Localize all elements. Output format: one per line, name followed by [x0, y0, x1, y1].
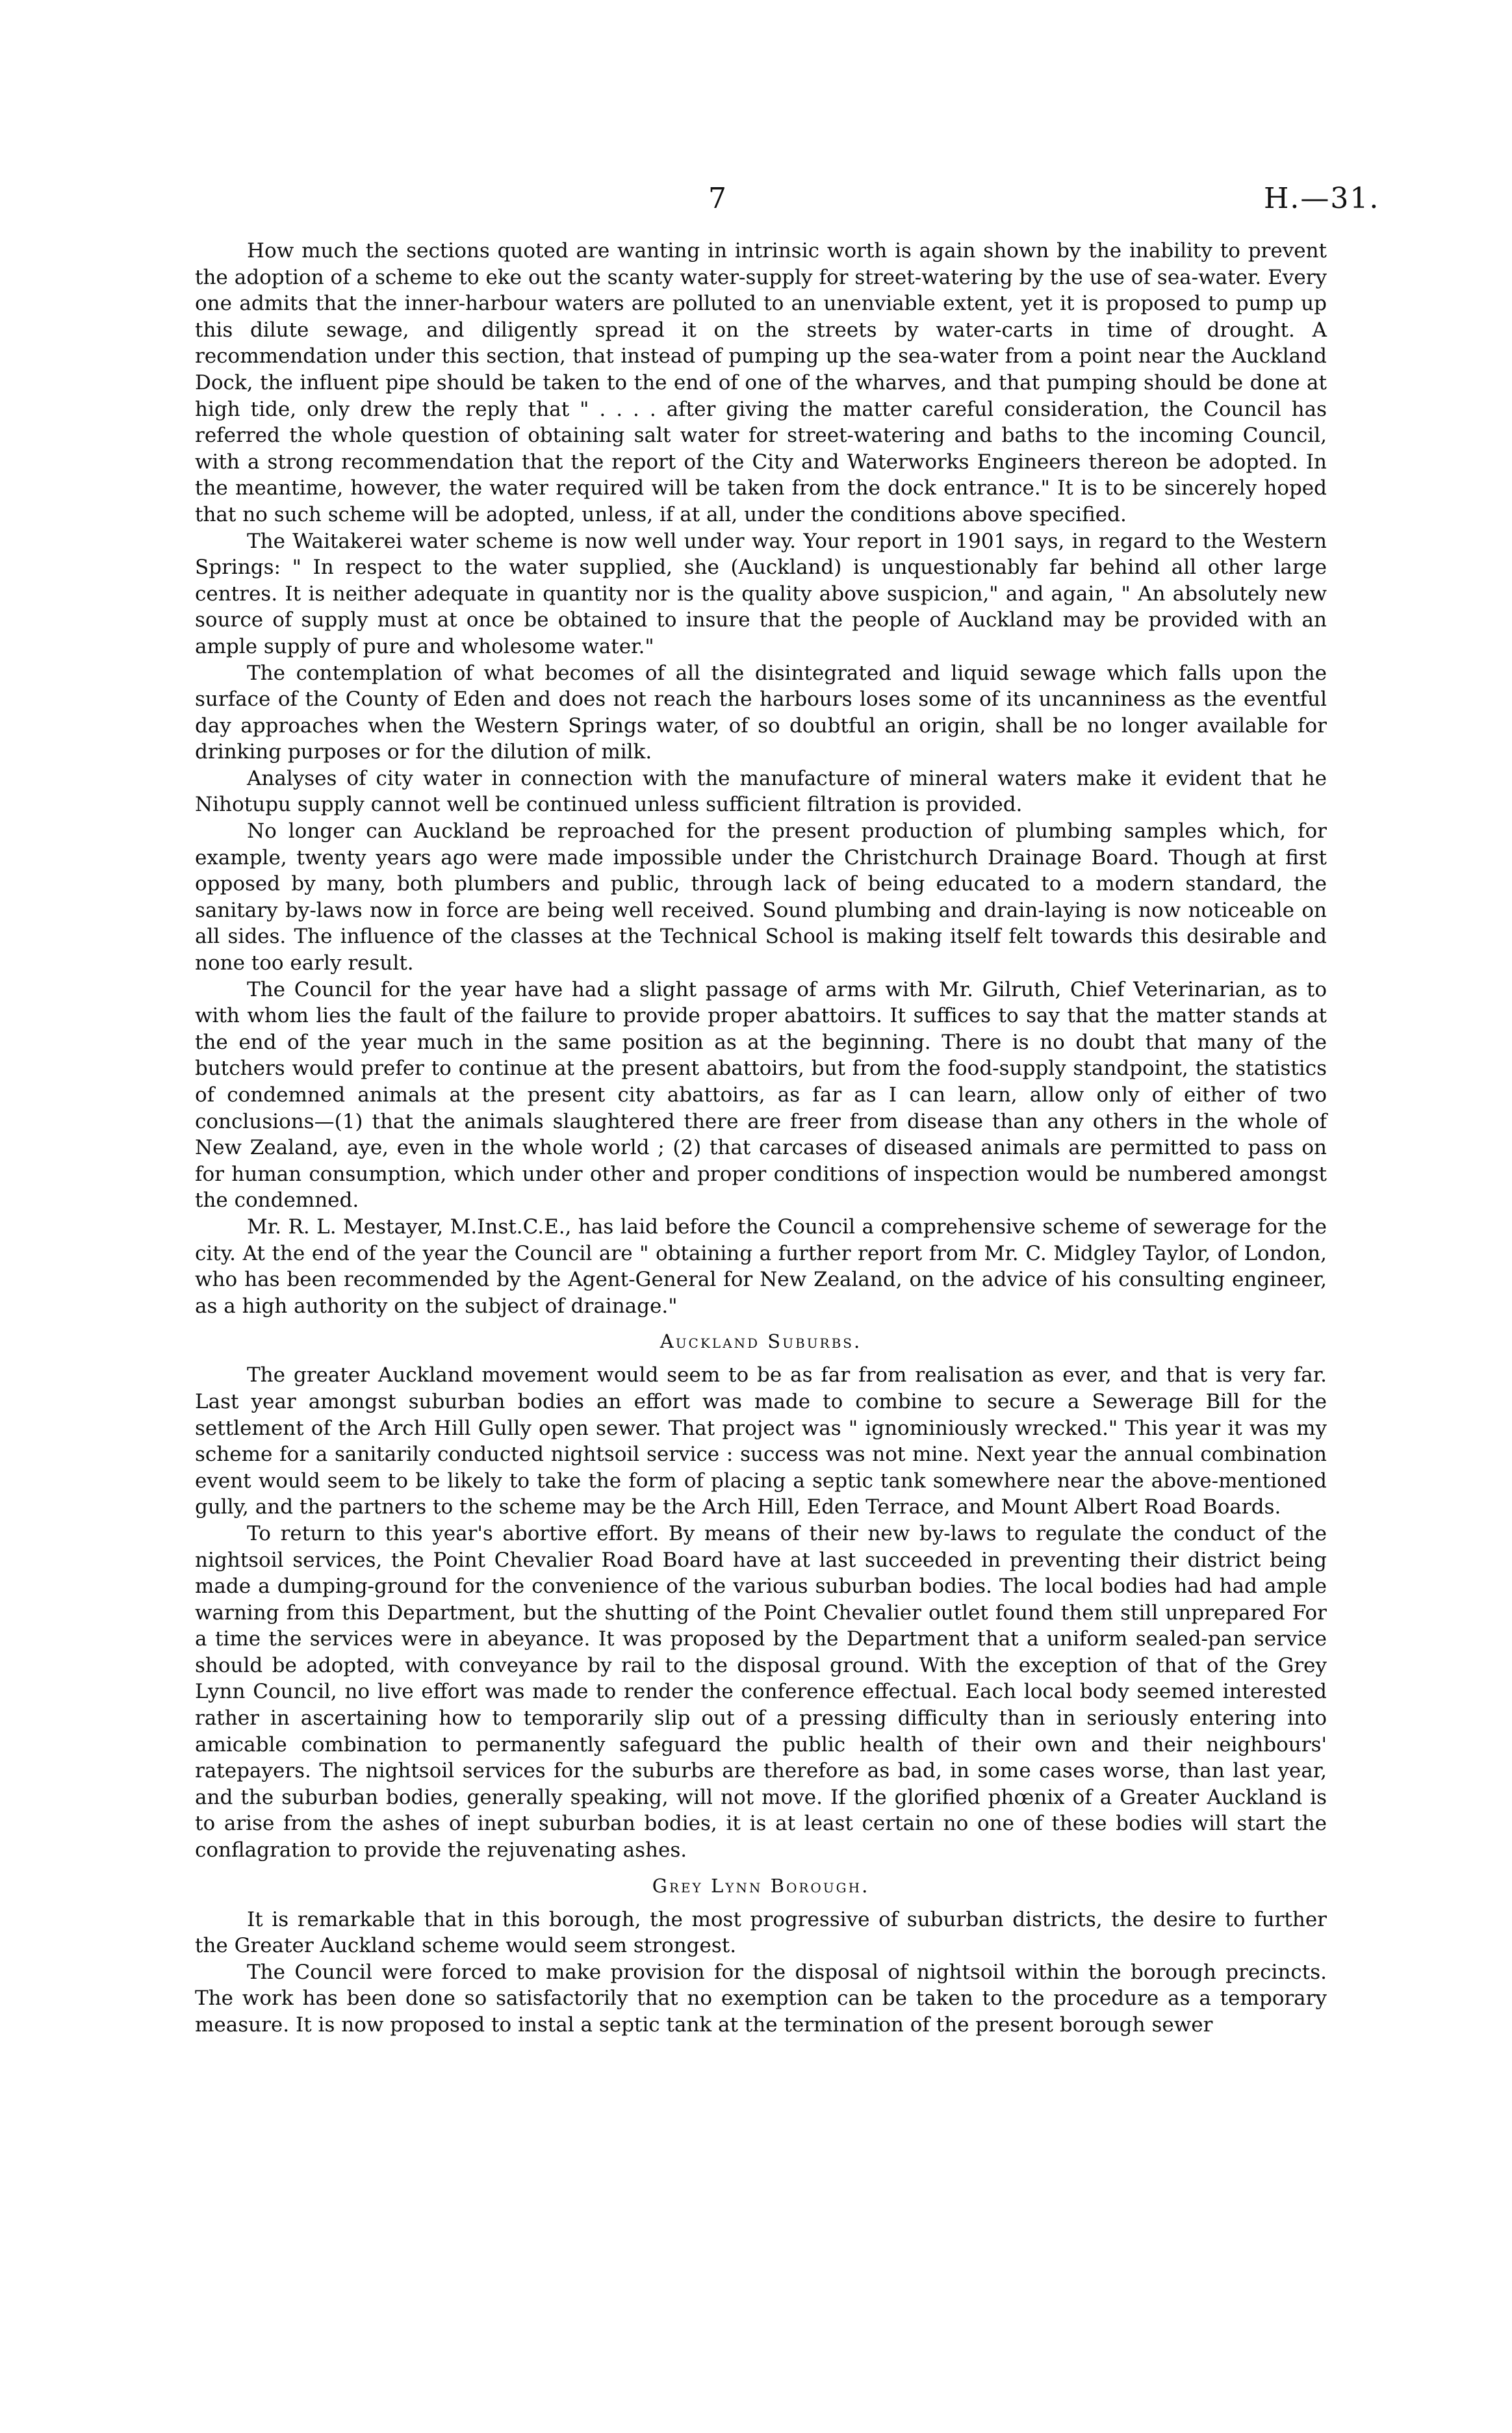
paragraph: How much the sections quoted are wanting in intrinsic worth is again shown by the inability to prevent the adoption of a scheme to eke out the scanty water-supply for street-watering by the use of sea-water. Every one admits that the inner-harbour waters are polluted to an unenviable extent, yet it is proposed to pump up this dilute sewage, and diligently spread it on the streets by water-carts in time of drought. A recommendation under this section, that instead of pumping up the sea-water from a point near the Auckland Dock, the influent pipe should be taken to the end of one of the wharves, and that pumping should be done at high tide, only drew the reply that " . . . . after giving the matter careful consideration, the Council has referred the whole question of obtaining salt water for street-watering and baths to the incoming Council, with a strong recommendation that the report of the City and Waterworks Engineers thereon be adopted. In the meantime, however, the water required will be taken from the dock entrance." It is to be sincerely hoped that no such scheme will be adopted, unless, if at all, under the conditions above specified. — [195, 239, 1327, 526]
paragraph: Analyses of city water in connection with the manufacture of mineral waters make it evident that he Nihotupu supply cannot well be continued unless sufficient filtration is provided. — [195, 766, 1327, 817]
section-heading-auckland-suburbs: Auckland Suburbs. — [660, 1330, 862, 1353]
report-body — [195, 238, 1327, 2039]
paragraph: It is remarkable that in this borough, the most progressive of suburban districts, the desire to further the Greater Auckland scheme would seem strongest. — [195, 1907, 1327, 1958]
paragraph: No longer can Auckland be reproached for the present production of plumbing samples which, for example, twenty years ago were made impossible under the Christchurch Drainage Board. Though at first opposed by many, both plumbers and public, through lack of being educated to a modern standard, the sanitary by-laws now in force are being well received. Sound plumbing and drain-laying is now noticeable on all sides. The influence of the classes at the Technical School is making itself felt towards this desirable and none too early result. — [195, 819, 1327, 975]
paragraph: The Council for the year have had a slight passage of arms with Mr. Gilruth, Chief Veterinarian, as to with whom lies the fault of the failure to provide proper abattoirs. It suffices to say that the matter stands at the end of the year much in the same position as at the beginning. There is no doubt that many of the butchers would prefer to continue at the present abattoirs, but from the food-supply standpoint, the statistics of condemned animals at the present city abattoirs, as far as I can learn, allow only of either of two conclusions—(1) that the animals slaughtered there are freer from disease than any others in the whole of New Zealand, aye, even in the whole world ; (2) that carcases of diseased animals are permitted to pass on for human consumption, which under other and proper conditions of inspection would be numbered amongst the condemned. — [195, 977, 1327, 1213]
report-reference: H.—31. — [1264, 182, 1380, 215]
page-number: 7 — [708, 182, 727, 215]
paragraph: To return to this year's abortive effort. By means of their new by-laws to regulate the conduct of the nightsoil services, the Point Chevalier Road Board have at last succeeded in preventing their district being made a dumping-ground for the convenience of the various suburban bodies. The local bodies had had ample warning from this Department, but the shutting of the Point Chevalier outlet found them still unprepared For a time the services were in abeyance. It was proposed by the Department that a uniform sealed-pan service should be adopted, with conveyance by rail to the disposal ground. With the exception of that of the Grey Lynn Council, no live effort was made to render the conference effectual. Each local body seemed interested rather in ascertaining how to temporarily slip out of a pressing difficulty than in seriously entering into amicable combination to permanently safeguard the public health of their own and their neighbours' ratepayers. The nightsoil services for the suburbs are therefore as bad, in some cases worse, than last year, and the suburban bodies, generally speaking, will not move. If the glorified phœnix of a Greater Auckland is to arise from the ashes of inept suburban bodies, it is at least certain no one of these bodies will start the conflagration to provide the rejuvenating ashes. — [195, 1521, 1327, 1862]
paragraph: The contemplation of what becomes of all the disintegrated and liquid sewage which falls upon the surface of the County of Eden and does not reach the harbours loses some of its uncanniness as the eventful day approaches when the Western Springs water, of so doubtful an origin, shall be no longer available for drinking purposes or for the dilution of milk. — [195, 661, 1327, 764]
paragraph: The greater Auckland movement would seem to be as far from realisation as ever, and that is very far. Last year amongst suburban bodies an effort was made to combine to secure a Sewerage Bill for the settlement of the Arch Hill Gully open sewer. That project was " ignominiously wrecked." This year it was my scheme for a sanitarily conducted nightsoil service : success was not mine. Next year the annual combination event would seem to be likely to take the form of placing a septic tank somewhere near the above-mentioned gully, and the partners to the scheme may be the Arch Hill, Eden Terrace, and Mount Albert Road Boards. — [195, 1363, 1327, 1519]
paragraph: The Council were forced to make provision for the disposal of nightsoil within the borough precincts. The work has been done so satisfactorily that no exemption can be taken to the procedure as a temporary measure. It is now proposed to instal a septic tank at the termination of the present borough sewer — [195, 1960, 1327, 2037]
paragraph: Mr. R. L. Mestayer, M.Inst.C.E., has laid before the Council a comprehensive scheme of sewerage for the city. At the end of the year the Council are " obtaining a further report from Mr. C. Midgley Taylor, of London, who has been recommended by the Agent-General for New Zealand, on the advice of his consulting engineer, as a high authority on the subject of drainage." — [195, 1215, 1327, 1318]
section-heading-grey-lynn-borough: Grey Lynn Borough. — [652, 1874, 870, 1897]
paragraph: The Waitakerei water scheme is now well under way. Your report in 1901 says, in regard to the Western Springs: " In respect to the water supplied, she (Auckland) is unquestionably far behind all other large centres. It is neither adequate in quantity nor is the quality above suspicion," and again, " An absolutely new source of supply must at once be obtained to insure that the people of Auckland may be provided with an ample supply of pure and wholesome water." — [195, 529, 1327, 658]
